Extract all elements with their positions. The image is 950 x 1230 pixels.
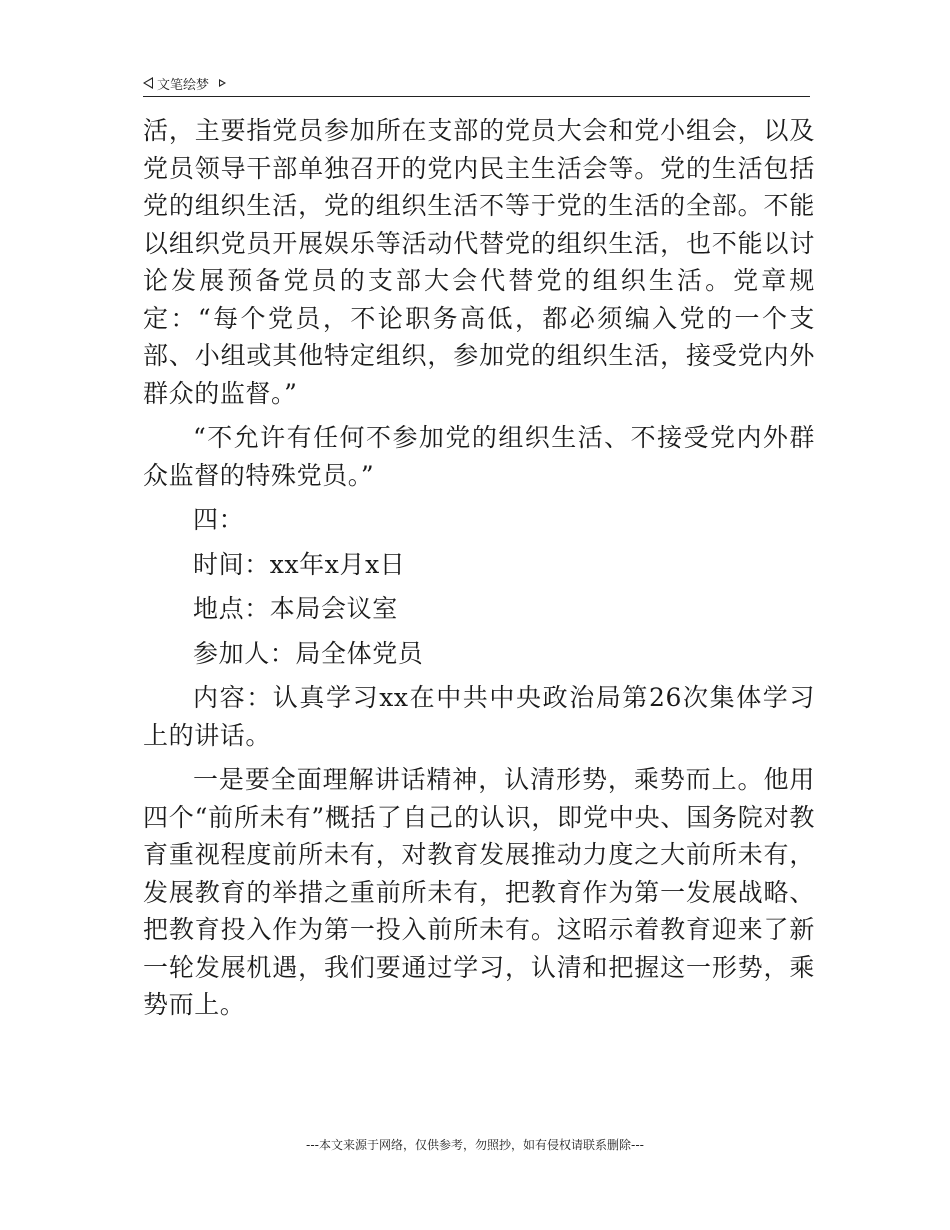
document-body bbox=[143, 112, 815, 1031]
paragraph-continued: 活，主要指党员参加所在支部的党员大会和党小组会，以及党员领导干部单独召开的党内民主生活会等。党的生活包括党的组织生活，党的组织生活不等于党的生活的全部。不能以组织党员开展娱乐等活动代替党的组织生活，也不能以讨论发展预备党员的支部大会代替党的组织生活。党章规定：“每个党员，不论职务高低，都必须编入党的一个支部、小组或其他特定组织，参加党的组织生活，接受党内外群众的监督。” bbox=[143, 116, 815, 408]
triangle-right-icon bbox=[219, 79, 226, 87]
meeting-location: 地点：本局会议室 bbox=[193, 594, 398, 623]
page-header bbox=[143, 70, 810, 97]
meeting-attendees: 参加人：局全体党员 bbox=[193, 638, 424, 668]
meeting-time: 时间：xx年x月x日 bbox=[193, 549, 406, 579]
meeting-content: 内容：认真学习xx在中共中央政治局第26次集体学习上的讲话。 bbox=[143, 683, 815, 750]
paragraph-point-one: 一是要全面理解讲话精神，认清形势，乘势而上。他用四个“前所未有”概括了自己的认识，即党中央、国务院对教育重视程度前所未有，对教育发展推动力度之大前所未有，发展教育的举措之重前所未有，把教育作为第一发展战略、把教育投入作为第一投入前所未有。这昭示着教育迎来了新一轮发展机遇，我们要通过学习，认清和把握这一形势，乘势而上。 bbox=[143, 765, 815, 1019]
paragraph-quote: “不允许有任何不参加党的组织生活、不接受党内外群众监督的特殊党员。” bbox=[143, 423, 815, 490]
triangle-left-icon bbox=[143, 77, 153, 89]
header-brand: 文笔绘梦 bbox=[157, 77, 210, 93]
section-number: 四： bbox=[193, 505, 245, 534]
page-footer: ---本文来源于网络，仅供参考，勿照抄，如有侵权请联系删除--- bbox=[306, 1138, 644, 1152]
